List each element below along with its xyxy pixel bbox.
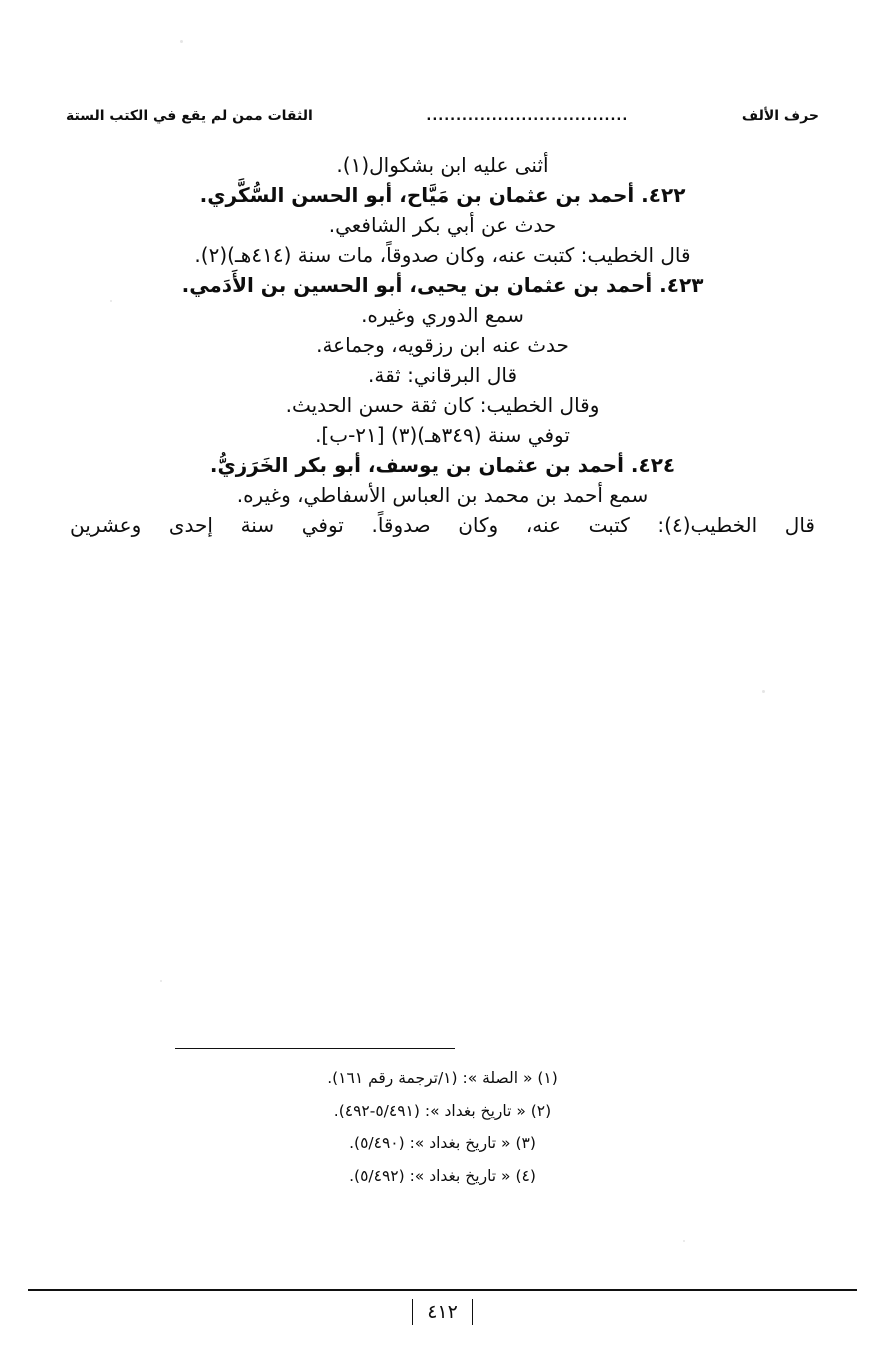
page-number — [0, 1289, 885, 1323]
footnote-separator — [175, 1048, 455, 1049]
paragraph-praise: أثنى عليه ابن بشكوال(١). — [336, 153, 549, 177]
entry-423-line-4: وقال الخطيب: كان ثقة حسن الحديث. — [285, 393, 600, 417]
entry-422-line-2: قال الخطيب: كتبت عنه، وكان صدوقاً، مات سنة (٤١٤هـ)(٢). — [194, 243, 691, 267]
footnote-item: (٢) « تاريخ بغداد »: (٥/٤٩١-٤٩٢). — [333, 1101, 552, 1120]
footnote-item: (٣) « تاريخ بغداد »: (٥/٤٩٠). — [349, 1134, 536, 1153]
entry-423-line-5: توفي سنة (٣٤٩هـ)(٣) [٢١-ب]. — [315, 423, 570, 447]
footnote-item: (٤) « تاريخ بغداد »: (٥/٤٩٢). — [349, 1166, 536, 1185]
page-body — [70, 150, 815, 540]
footnote-item: (١) « الصلة »: (١/ترجمة رقم ١٦١). — [327, 1069, 558, 1087]
running-header — [66, 108, 819, 124]
entry-heading-423: ٤٢٣. أحمد بن عثمان بن يحيى، أبو الحسين بن الأَدَمي. — [181, 273, 704, 297]
entry-424-line-1: سمع أحمد بن محمد بن العباس الأسفاطي، وغيره. — [236, 483, 649, 507]
scan-speck — [110, 300, 112, 302]
entry-423-line-3: قال البرقاني: ثقة. — [367, 363, 517, 387]
entry-423-line-1: سمع الدوري وغيره. — [361, 303, 524, 327]
scan-speck — [762, 690, 765, 693]
entry-423-line-2: حدث عنه ابن رزقويه، وجماعة. — [316, 333, 569, 357]
entry-heading-422: ٤٢٢. أحمد بن عثمان بن مَيَّاح، أبو الحسن السُّكَّري. — [199, 183, 686, 207]
header-left-text: الثقات ممن لم يقع في الكتب الستة — [66, 108, 313, 124]
header-right-text: حرف الألف — [741, 108, 819, 124]
scan-speck — [683, 1240, 685, 1242]
entry-heading-424: ٤٢٤. أحمد بن عثمان بن يوسف، أبو بكر الخَرَزيُّ. — [209, 453, 676, 477]
entry-422-line-1: حدث عن أبي بكر الشافعي. — [328, 213, 557, 237]
entry-424-line-2: قال الخطيب(٤): كتبت عنه، وكان صدوقاً. توفي سنة إحدى وعشرين — [70, 513, 815, 537]
header-dot-leader: .................................. — [426, 109, 629, 124]
footnote-list — [70, 1062, 815, 1192]
scan-speck — [180, 40, 183, 43]
scan-speck — [160, 980, 162, 982]
page-number-value: ٤١٢ — [412, 1299, 473, 1325]
